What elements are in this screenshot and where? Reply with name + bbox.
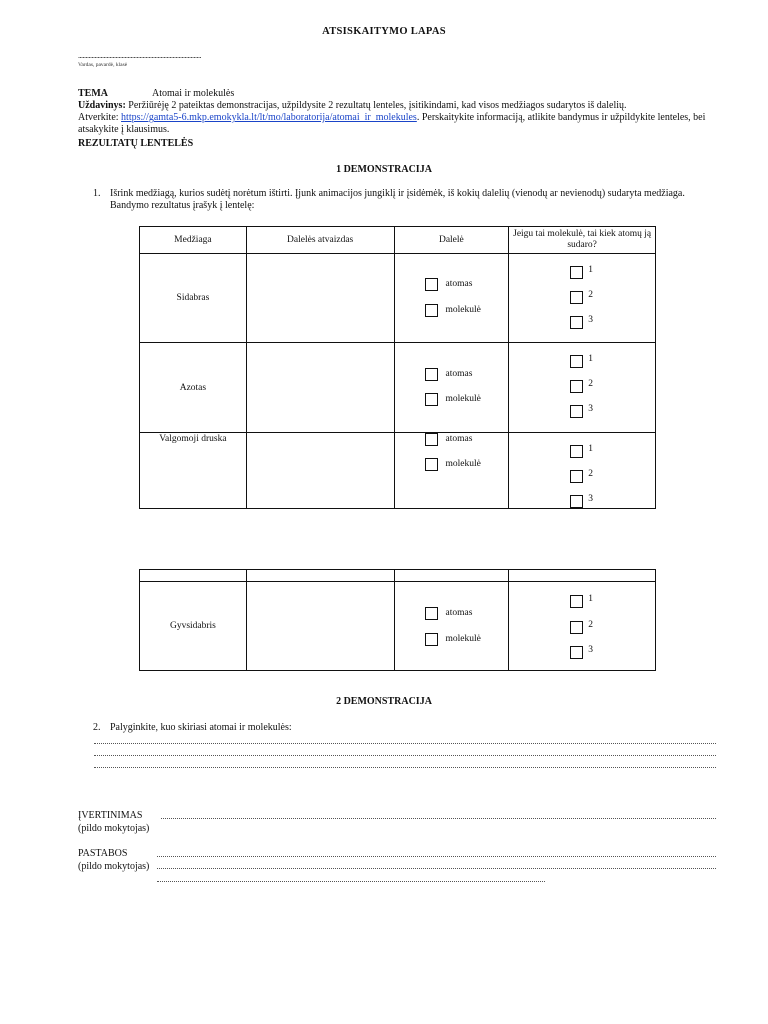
count-2-label: 2 (588, 620, 594, 630)
count-2-checkbox[interactable] (570, 470, 583, 483)
empty-cell (394, 570, 509, 582)
substance-label: Valgomoji druska (159, 434, 227, 444)
count-2-checkbox[interactable] (570, 380, 583, 393)
substance-cell: Sidabras (140, 254, 247, 343)
atverkite-label: Atverkite: (78, 112, 119, 123)
atom-count-cell (509, 433, 656, 509)
simulation-link[interactable]: https://gamta5-6.mkp.emokykla.lt/lt/mo/laboratorija/atomai_ir_molekules (121, 112, 417, 123)
particle-choice-cell (394, 582, 509, 671)
molekule-checkbox[interactable] (425, 393, 438, 406)
atomas-checkbox[interactable] (425, 607, 438, 620)
molekule-checkbox[interactable] (425, 633, 438, 646)
tema-value: Atomai ir molekulės (152, 88, 235, 99)
molekule-checkbox[interactable] (425, 304, 438, 317)
atomas-label: atomas (445, 279, 473, 289)
substance-cell: Azotas (140, 343, 247, 433)
results-heading: REZULTATŲ LENTELĖS (78, 138, 194, 149)
pastabos-line[interactable] (157, 881, 545, 882)
atverkite-paragraph (78, 112, 718, 136)
molekule-checkbox[interactable] (425, 458, 438, 471)
task1-text: Išrink medžiagą, kurios sudėtį norėtum ištirti. Įjunk animacijos jungiklį ir įsidėmėk, iš kokių dalelių (vienodų ar nevienodų) sudaryta medžiaga. Bandymo rezultatus įrašyk į lentelę: (110, 188, 685, 211)
molekule-label: molekulė (445, 634, 481, 644)
count-3-label: 3 (588, 315, 593, 325)
answer-line[interactable] (94, 755, 716, 756)
atomas-label: atomas (445, 434, 473, 444)
pastabos-line[interactable] (157, 856, 716, 857)
molekule-label: molekulė (445, 305, 481, 315)
uzdavinys-text: Peržiūrėję 2 pateiktas demonstracijas, užpildysite 2 rezultatų lenteles, įsitikindami, kad visos medžiagos sudarytos iš dalelių. (128, 100, 627, 111)
atomas-label: atomas (445, 369, 473, 379)
col-atom-count: Jeigu tai molekulė, tai kiek atomų ją sudaro? (509, 227, 656, 254)
atomas-label: atomas (445, 608, 473, 618)
task2-text: Palyginkite, kuo skiriasi atomai ir molekulės: (110, 722, 292, 733)
col-particle-image: Dalelės atvaizdas (246, 227, 394, 254)
uzdavinys (78, 100, 718, 112)
tema-label: TEMA (78, 88, 108, 99)
ivertinimas-line[interactable] (161, 818, 716, 819)
particle-image-cell[interactable] (246, 433, 394, 509)
particle-choice-cell (394, 343, 509, 433)
count-3-label: 3 (588, 404, 593, 414)
count-1-label: 1 (588, 444, 593, 454)
atomas-checkbox[interactable] (425, 278, 438, 291)
results-table-1 (139, 226, 656, 509)
count-3-checkbox[interactable] (570, 646, 583, 659)
particle-choice-cell (394, 433, 509, 509)
substance-cell (140, 433, 247, 509)
ivertinimas-label: ĮVERTINIMAS (78, 810, 143, 821)
count-1-label: 1 (588, 594, 594, 604)
particle-image-cell[interactable] (246, 343, 394, 433)
count-1-label: 1 (588, 354, 593, 364)
molekule-label: molekulė (445, 459, 481, 469)
page-title: ATSISKAITYMO LAPAS (322, 26, 446, 37)
count-1-checkbox[interactable] (570, 266, 583, 279)
atomas-checkbox[interactable] (425, 433, 438, 446)
count-1-checkbox[interactable] (570, 355, 583, 368)
particle-image-cell[interactable] (246, 254, 394, 343)
name-dots[interactable]: .................................................................................. (78, 51, 201, 60)
pastabos-sub: (pildo mokytojas) (78, 861, 150, 872)
count-3-label: 3 (588, 494, 593, 504)
answer-line[interactable] (94, 743, 716, 744)
pastabos-line[interactable] (157, 868, 716, 869)
atverkite-after: . Perskaitykite informaciją, atlikite bandymus ir užpildykite lenteles, bei atsakykite į klausimus. (78, 112, 706, 135)
count-2-label: 2 (588, 379, 593, 389)
empty-cell (509, 570, 656, 582)
atom-count-cell (509, 343, 656, 433)
count-1-checkbox[interactable] (570, 445, 583, 458)
count-2-label: 2 (588, 469, 593, 479)
col-substance: Medžiaga (140, 227, 247, 254)
atomas-checkbox[interactable] (425, 368, 438, 381)
count-3-checkbox[interactable] (570, 316, 583, 329)
demo2-heading: 2 DEMONSTRACIJA (336, 696, 432, 707)
results-table-2 (139, 569, 656, 671)
empty-cell (246, 570, 394, 582)
uzdavinys-label: Uždavinys: (78, 100, 126, 111)
task2-number: 2. (93, 722, 101, 733)
atom-count-cell (509, 582, 656, 671)
atom-count-cell (509, 254, 656, 343)
demo1-heading: 1 DEMONSTRACIJA (336, 164, 432, 175)
particle-choice-cell (394, 254, 509, 343)
count-1-checkbox[interactable] (570, 595, 583, 608)
count-2-checkbox[interactable] (570, 621, 583, 634)
ivertinimas-sub: (pildo mokytojas) (78, 823, 150, 834)
pastabos-label: PASTABOS (78, 848, 128, 859)
empty-cell (140, 570, 247, 582)
task1-number: 1. (93, 188, 101, 199)
count-1-label: 1 (588, 265, 593, 275)
substance-cell: Gyvsidabris (140, 582, 247, 671)
answer-line[interactable] (94, 767, 716, 768)
name-caption: Vardas, pavardė, klasė (78, 62, 128, 68)
count-2-checkbox[interactable] (570, 291, 583, 304)
count-3-checkbox[interactable] (570, 495, 583, 508)
particle-image-cell[interactable] (246, 582, 394, 671)
count-3-checkbox[interactable] (570, 405, 583, 418)
molekule-label: molekulė (445, 394, 481, 404)
col-particle: Dalelė (394, 227, 509, 254)
count-2-label: 2 (588, 290, 593, 300)
count-3-label: 3 (588, 645, 594, 655)
